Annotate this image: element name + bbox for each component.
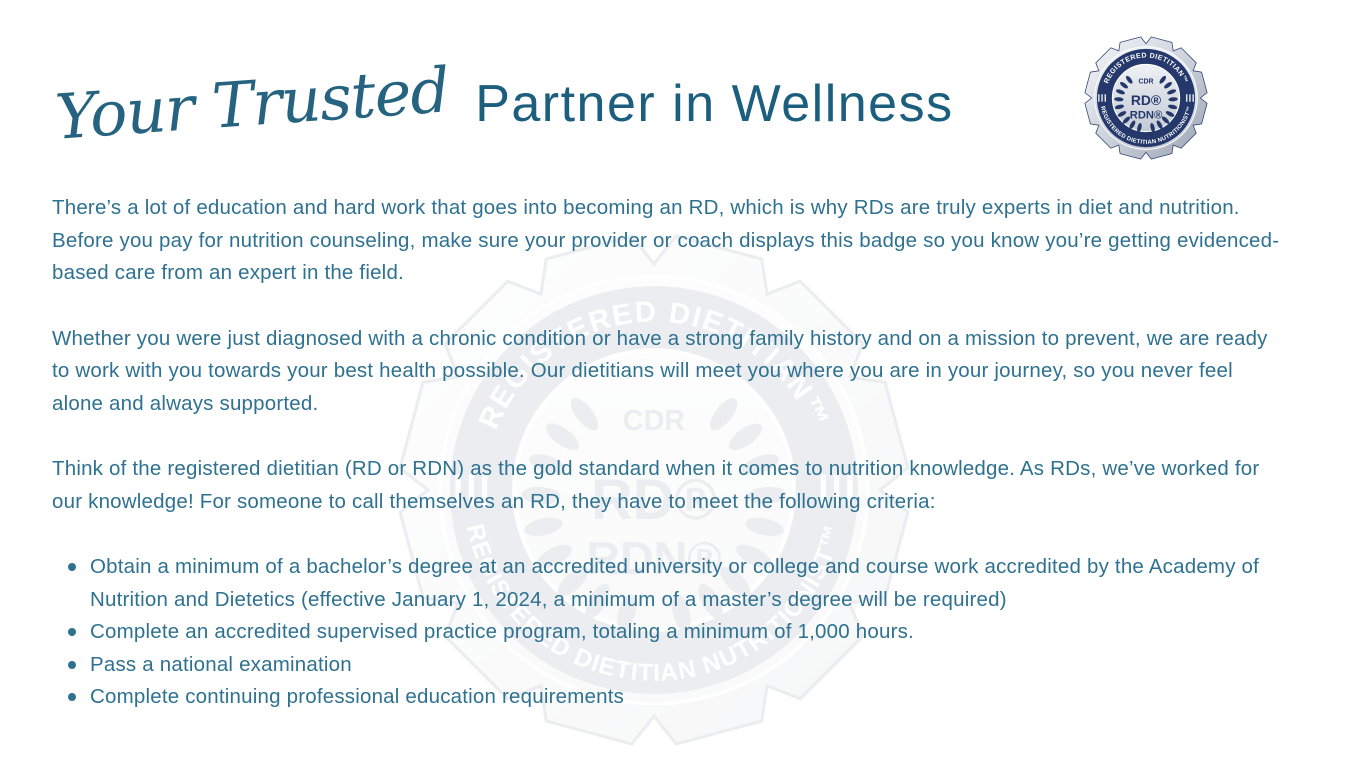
- paragraph-support: Whether you were just diagnosed with a chronic condition or have a strong family history and on a mission to prevent, we are ready to work with you towards your best health possible. Our dietitians will meet you where you are in your journey, so you never feel alone and always supported.: [52, 326, 1268, 415]
- paragraph-gold-standard: Think of the registered dietitian (RD or RDN) as the gold standard when it comes to nutrition knowledge. As RDs, we’ve worked for our knowledge! For someone to call themselves an RD, they have to meet the following criteria:: [52, 457, 1260, 513]
- bullet-text: Obtain a minimum of a bachelor’s degree at an accredited university or college and course work accredited by the Academy of Nutrition and Dietetics (effective January 1, 2024, a minimum of a master’s degree will be required): [90, 555, 1260, 611]
- criteria-list: [52, 551, 1286, 714]
- bullet-marker: [68, 563, 76, 571]
- bullet-item: [52, 616, 1286, 649]
- bullet-marker: [68, 661, 76, 669]
- bullet-marker: [68, 628, 76, 636]
- header: [52, 38, 1206, 170]
- paragraph-education: There’s a lot of education and hard work that goes into becoming an RD, which is why RDs are truly experts in diet and nutrition. Before you pay for nutrition counseling, make sure your provider or coach displays this badge so you know you’re getting evidenced-based care from an expert in the field.: [52, 196, 1280, 284]
- bullet-marker: [68, 693, 76, 701]
- bullet-text: Complete continuing professional education requirements: [90, 685, 625, 708]
- body-copy: [52, 192, 1286, 714]
- rd-badge-icon: [1082, 31, 1210, 165]
- bullet-item: [52, 649, 1286, 682]
- title-script: Your Trusted: [52, 53, 452, 154]
- rd-credential-badge: [1082, 31, 1210, 165]
- bullet-item: [52, 681, 1286, 714]
- bullet-text: Pass a national examination: [90, 652, 352, 676]
- page-title: Partner in Wellness: [475, 75, 954, 133]
- bullet-text: Complete an accredited supervised practice program, totaling a minimum of 1,000 hours.: [90, 620, 914, 643]
- bullet-item: [52, 551, 1286, 616]
